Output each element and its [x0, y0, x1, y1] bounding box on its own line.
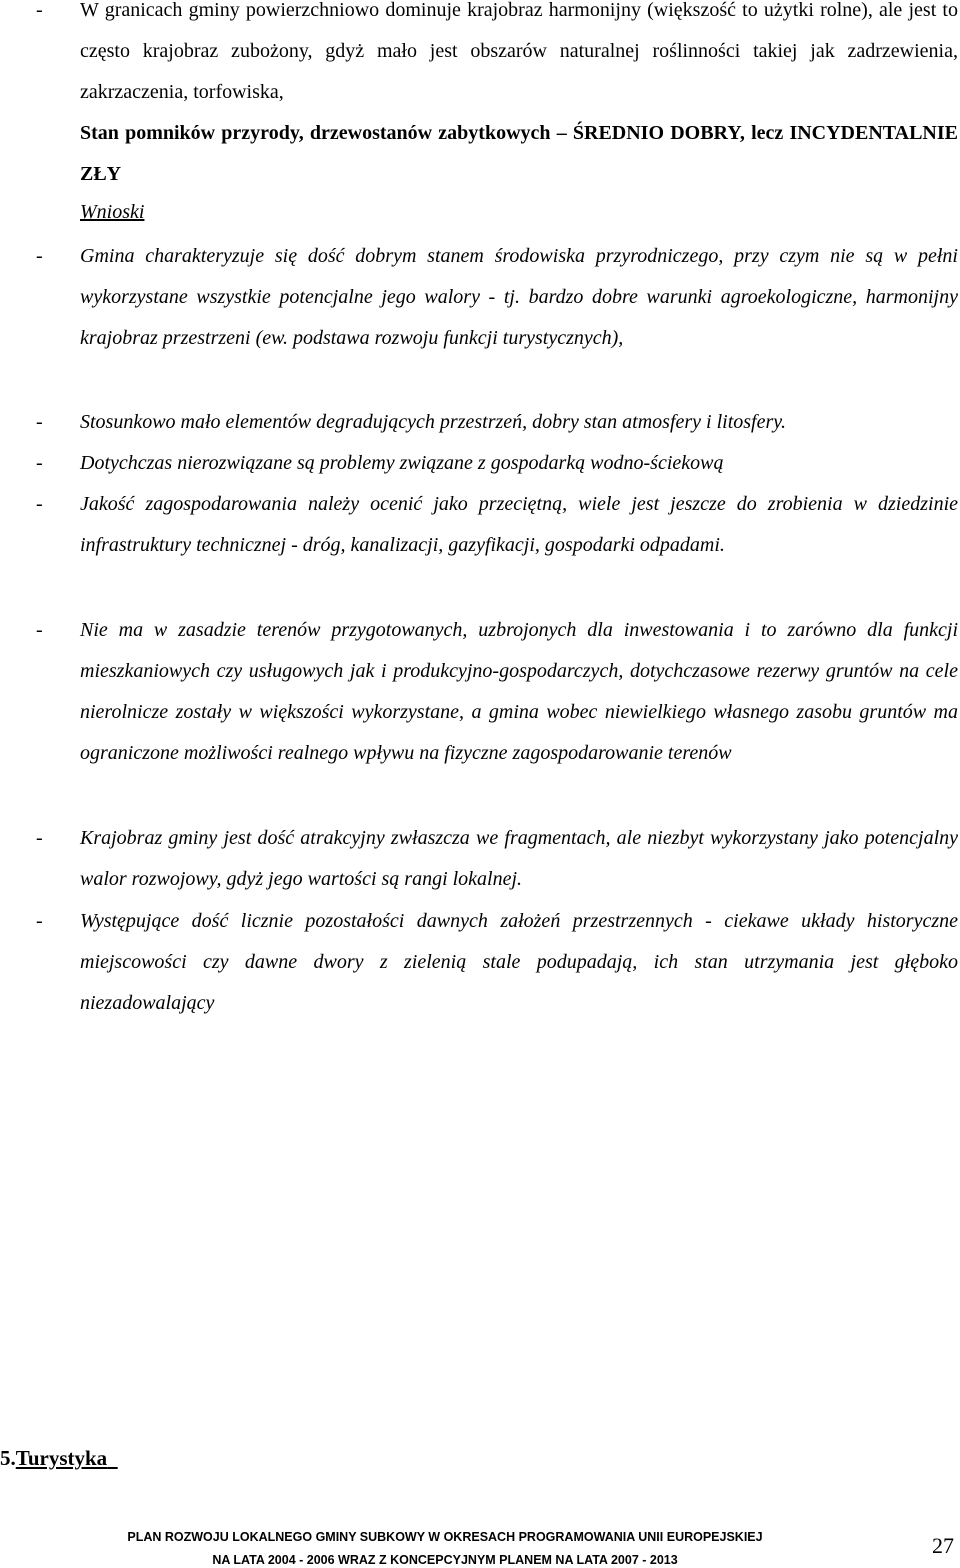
bullet-dash: - — [36, 493, 43, 515]
bullet-dash: - — [36, 411, 43, 433]
section-heading — [0, 1438, 118, 1478]
conclusion-text: Nie ma w zasadzie terenów przygotowanych, uzbrojonych dla inwestowania i to zarówno dla funkcji mieszkaniowych czy usługowych jak i produkcyjno-gospodarczych, dotychczasowe rezerwy gruntów na cele nierolnicze zostały w większości wykorzystane, a gmina wobec niewielkiego własnego zasobu gruntów ma ograniczone możliwości realnego wpływu na fizyczne zagospodarowanie terenów — [80, 619, 958, 764]
bullet-dash: - — [36, 0, 43, 21]
bullet-dash: - — [36, 452, 43, 474]
conclusion-text: Gmina charakteryzuje się dość dobrym stanem środowiska przyrodniczego, przy czym nie są w pełni wykorzystane wszystkie potencjalne jego walory - tj. bardzo dobre warunki agroekologiczne, harmonijny krajobraz przestrzeni (ew. podstawa rozwoju funkcji turystycznych), — [80, 245, 958, 349]
bullet-dash: - — [36, 245, 43, 267]
conclusion-text: Dotychczas nierozwiązane są problemy związane z gospodarką wodno-ściekową — [80, 452, 724, 474]
section-title: Turystyka — [15, 1446, 108, 1470]
footer-line-1: PLAN ROZWOJU LOKALNEGO GMINY SUBKOWY W OKRESACH PROGRAMOWANIA UNII EUROPEJSKIEJ — [127, 1530, 763, 1544]
page-number: 27 — [932, 1533, 954, 1558]
intro-bullet-text: W granicach gminy powierzchniowo dominuje krajobraz harmonijny (większość to użytki rolne), ale jest to często krajobraz zubożony, gdyż mało jest obszarów naturalnej roślinności takiej jak zadrzewienia, zakrzaczenia, torfowiska, — [80, 0, 958, 103]
conclusion-text: Jakość zagospodarowania należy ocenić jako przeciętną, wiele jest jeszcze do zrobienia w dziedzinie infrastruktury technicznej - dróg, kanalizacji, gazyfikacji, gospodarki odpadami. — [80, 493, 958, 556]
footer-line-2: NA LATA 2004 - 2006 WRAZ Z KONCEPCYJNYM PLANEM NA LATA 2007 - 2013 — [212, 1553, 678, 1567]
conclusions-heading: Wnioski — [80, 201, 145, 223]
conclusion-text: Występujące dość licznie pozostałości dawnych założeń przestrzennych - ciekawe układy historyczne miejscowości czy dawne dwory z zielenią stale podupadają, ich stan utrzymania jest głęboko niezadowalający — [80, 910, 958, 1014]
conclusion-text: Krajobraz gminy jest dość atrakcyjny zwłaszcza we fragmentach, ale niezbyt wykorzystany jako potencjalny walor rozwojowy, gdyż jego wartości są rangi lokalnej. — [80, 827, 958, 890]
bullet-dash: - — [36, 619, 43, 641]
bullet-dash: - — [36, 827, 43, 849]
section-title-underline-tail — [107, 1446, 118, 1470]
bullet-dash: - — [36, 910, 43, 932]
state-line-text: Stan pomników przyrody, drzewostanów zabytkowych – ŚREDNIO DOBRY, lecz INCYDENTALNIE ZŁY — [80, 122, 958, 185]
conclusion-text: Stosunkowo mało elementów degradujących przestrzeń, dobry stan atmosfery i litosfery. — [80, 411, 787, 433]
section-number: 5. — [0, 1446, 16, 1470]
